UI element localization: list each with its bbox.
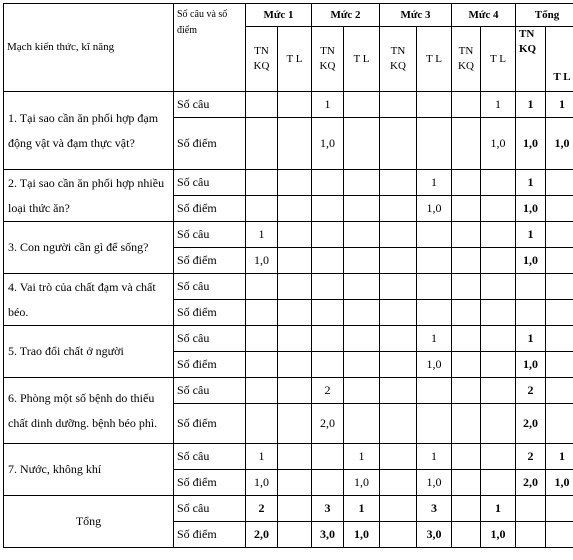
topic-5-score-cell	[481, 352, 516, 378]
total-count-cell	[380, 496, 417, 522]
topic-2-count-cell	[246, 170, 278, 196]
tn-label: TN	[315, 44, 340, 59]
total-score-cell: 1,0	[344, 522, 380, 548]
tn-kq-header	[246, 27, 278, 92]
count-label: Số câu	[174, 378, 246, 404]
total-count-cell: 3	[417, 496, 452, 522]
topic-2-score-cell	[481, 196, 516, 222]
topic-6-count-cell	[344, 378, 380, 404]
topic-1-count-cell: 1	[312, 92, 344, 118]
topic-1-count-cell: 1	[546, 92, 573, 118]
topic-1-score-cell: 1,0	[546, 118, 573, 170]
topic-6-score-cell	[380, 404, 417, 444]
topic-1-score-cell: 1,0	[481, 118, 516, 170]
topic-3-count-row	[4, 222, 573, 248]
topic-6-score-cell: 2,0	[312, 404, 344, 444]
topic-3-score-cell	[380, 248, 417, 274]
matrix-table	[3, 3, 573, 548]
topic-1-count-cell	[380, 92, 417, 118]
total-score-cell: 3,0	[312, 522, 344, 548]
topic-5-count-cell	[344, 326, 380, 352]
tn-kq-header	[380, 27, 417, 92]
topic-6-count-cell	[380, 378, 417, 404]
topic-7-score-cell	[452, 470, 481, 496]
topic-4-count-cell	[278, 274, 312, 300]
count-header: Số câu và số điểm	[174, 4, 246, 92]
total-count-cell: 1	[481, 496, 516, 522]
topic-5-score-cell	[278, 352, 312, 378]
kq-label: KQ	[455, 59, 477, 74]
topic-3-count-cell	[312, 222, 344, 248]
tl-header: T L	[344, 27, 380, 92]
topic-6-count-cell	[546, 378, 573, 404]
topic-1-title: 1. Tại sao cần ăn phối hợp đạm động vật và đạm thực vật?	[4, 92, 174, 170]
score-label: Số điểm	[174, 404, 246, 444]
level-3-header: Mức 3	[380, 4, 452, 27]
kq-label: KQ	[383, 59, 413, 74]
topic-5-count-cell	[312, 326, 344, 352]
total-count-cell	[452, 496, 481, 522]
topic-5-score-cell	[246, 352, 278, 378]
tn-label: TN	[249, 44, 274, 59]
matrix-body	[4, 4, 573, 548]
topic-5-title: 5. Trao đổi chất ở người	[4, 326, 174, 378]
topic-6-score-cell: 2,0	[516, 404, 546, 444]
topic-3-score-cell	[452, 248, 481, 274]
topic-2-count-row	[4, 170, 573, 196]
topic-5-count-row	[4, 326, 573, 352]
topic-4-count-cell	[546, 274, 573, 300]
topic-6-score-cell	[546, 404, 573, 444]
topic-7-count-row	[4, 444, 573, 470]
topic-5-count-cell	[546, 326, 573, 352]
count-label: Số câu	[174, 274, 246, 300]
kq-label: KQ	[249, 59, 274, 74]
topic-2-score-cell	[278, 196, 312, 222]
topic-7-score-cell	[481, 470, 516, 496]
topic-1-score-cell	[246, 118, 278, 170]
topic-6-count-cell	[452, 378, 481, 404]
topic-3-count-cell: 1	[246, 222, 278, 248]
total-score-cell: 1,0	[481, 522, 516, 548]
topic-5-score-cell	[452, 352, 481, 378]
kq-label: KQ	[315, 59, 340, 74]
topic-4-score-cell	[481, 300, 516, 326]
level-1-header: Mức 1	[246, 4, 312, 27]
score-label: Số điểm	[174, 300, 246, 326]
topic-7-count-cell: 1	[344, 444, 380, 470]
topic-2-score-cell	[344, 196, 380, 222]
topic-1-score-cell	[452, 118, 481, 170]
topic-4-count-cell	[246, 274, 278, 300]
topic-7-count-cell	[452, 444, 481, 470]
topic-5-count-cell	[278, 326, 312, 352]
score-label: Số điểm	[174, 248, 246, 274]
topic-2-score-cell	[246, 196, 278, 222]
topic-2-score-cell	[312, 196, 344, 222]
topic-7-count-cell	[481, 444, 516, 470]
topic-1-score-cell	[344, 118, 380, 170]
topic-2-count-cell	[312, 170, 344, 196]
topic-4-count-cell	[452, 274, 481, 300]
tn-label: TN	[383, 44, 413, 59]
topic-4-score-cell	[344, 300, 380, 326]
topic-6-score-cell	[278, 404, 312, 444]
total-count-cell: 1	[344, 496, 380, 522]
topic-3-count-cell	[417, 222, 452, 248]
topic-2-score-cell	[452, 196, 481, 222]
topic-3-score-cell	[546, 248, 573, 274]
topic-3-title: 3. Con người cần gì để sống?	[4, 222, 174, 274]
count-label: Số câu	[174, 444, 246, 470]
header-row-levels	[4, 4, 573, 27]
topic-2-count-cell	[344, 170, 380, 196]
topic-3-count-cell	[546, 222, 573, 248]
topic-5-score-cell: 1,0	[516, 352, 546, 378]
topic-5-count-cell: 1	[516, 326, 546, 352]
topic-1-score-cell: 1,0	[516, 118, 546, 170]
tl-header: T L	[417, 27, 452, 92]
tn-kq-header	[452, 27, 481, 92]
topic-5-count-cell	[380, 326, 417, 352]
total-score-cell	[380, 522, 417, 548]
topic-6-count-cell: 2	[312, 378, 344, 404]
topic-6-count-cell	[278, 378, 312, 404]
topic-7-count-cell	[278, 444, 312, 470]
tl-header: T L	[546, 27, 573, 92]
tn-kq-header	[516, 27, 546, 92]
tl-header: T L	[481, 27, 516, 92]
topic-6-count-cell: 2	[516, 378, 546, 404]
topic-4-score-cell	[452, 300, 481, 326]
topic-3-count-cell	[481, 222, 516, 248]
tn-label: TN	[519, 27, 542, 42]
topic-3-count-cell	[452, 222, 481, 248]
topic-1-count-cell	[246, 92, 278, 118]
topic-7-count-cell	[312, 444, 344, 470]
topic-3-score-cell	[344, 248, 380, 274]
topic-1-count-cell	[417, 92, 452, 118]
total-count-cell: 3	[312, 496, 344, 522]
topic-7-score-cell: 1,0	[246, 470, 278, 496]
topic-5-count-cell	[481, 326, 516, 352]
score-label: Số điểm	[174, 522, 246, 548]
topic-7-score-cell: 2,0	[516, 470, 546, 496]
topic-3-score-cell	[278, 248, 312, 274]
topic-1-score-cell	[278, 118, 312, 170]
topic-6-count-cell	[481, 378, 516, 404]
topic-7-score-cell	[312, 470, 344, 496]
count-label: Số câu	[174, 222, 246, 248]
topic-1-score-cell: 1,0	[312, 118, 344, 170]
topic-7-count-cell: 1	[546, 444, 573, 470]
topic-7-score-cell: 1,0	[344, 470, 380, 496]
topic-5-score-cell	[344, 352, 380, 378]
topic-4-score-cell	[312, 300, 344, 326]
total-count-row	[4, 496, 573, 522]
topic-7-score-cell	[278, 470, 312, 496]
topic-7-count-cell: 1	[246, 444, 278, 470]
topic-6-title: 6. Phòng một số bệnh do thiếu chất dinh dưỡng. bệnh béo phì.	[4, 378, 174, 444]
topic-7-count-cell: 1	[417, 444, 452, 470]
topic-1-count-cell: 1	[481, 92, 516, 118]
count-label: Số câu	[174, 92, 246, 118]
total-score-cell	[516, 522, 546, 548]
topic-6-score-cell	[246, 404, 278, 444]
score-label: Số điểm	[174, 470, 246, 496]
topic-4-count-cell	[481, 274, 516, 300]
topic-4-count-row	[4, 274, 573, 300]
topic-2-count-cell	[546, 170, 573, 196]
topic-3-count-cell	[344, 222, 380, 248]
kq-label: KQ	[519, 42, 542, 57]
topic-5-score-cell	[546, 352, 573, 378]
topic-6-score-cell	[344, 404, 380, 444]
total-count-cell	[546, 496, 573, 522]
topic-6-score-cell	[481, 404, 516, 444]
topic-3-score-cell	[481, 248, 516, 274]
topic-5-count-cell	[246, 326, 278, 352]
tn-kq-header	[312, 27, 344, 92]
topic-3-score-cell: 1,0	[246, 248, 278, 274]
total-count-cell	[278, 496, 312, 522]
topic-5-score-cell	[312, 352, 344, 378]
score-label: Số điểm	[174, 352, 246, 378]
topic-2-score-cell	[546, 196, 573, 222]
topic-2-score-cell: 1,0	[417, 196, 452, 222]
count-label: Số câu	[174, 326, 246, 352]
topic-3-score-cell	[312, 248, 344, 274]
topic-7-count-cell: 2	[516, 444, 546, 470]
topic-2-score-cell	[380, 196, 417, 222]
count-label: Số câu	[174, 170, 246, 196]
total-score-cell: 2,0	[246, 522, 278, 548]
topic-7-score-cell	[380, 470, 417, 496]
topic-4-score-cell	[417, 300, 452, 326]
tl-header: T L	[278, 27, 312, 92]
topic-2-count-cell	[481, 170, 516, 196]
total-score-cell	[278, 522, 312, 548]
topic-7-score-cell: 1,0	[417, 470, 452, 496]
topic-4-score-cell	[380, 300, 417, 326]
topic-6-score-cell	[417, 404, 452, 444]
topic-1-count-cell: 1	[516, 92, 546, 118]
topic-2-count-cell	[278, 170, 312, 196]
topic-7-score-cell: 1,0	[546, 470, 573, 496]
topic-5-score-cell: 1,0	[417, 352, 452, 378]
topic-2-count-cell: 1	[417, 170, 452, 196]
topic-3-count-cell	[380, 222, 417, 248]
topic-6-count-row	[4, 378, 573, 404]
total-header: Tổng	[516, 4, 573, 27]
topic-4-count-cell	[312, 274, 344, 300]
total-score-cell	[546, 522, 573, 548]
topic-4-score-cell	[278, 300, 312, 326]
topic-1-score-cell	[417, 118, 452, 170]
topic-3-score-cell	[417, 248, 452, 274]
score-label: Số điểm	[174, 196, 246, 222]
topic-3-score-cell: 1,0	[516, 248, 546, 274]
level-2-header: Mức 2	[312, 4, 380, 27]
topic-3-count-cell	[278, 222, 312, 248]
topic-4-score-cell	[246, 300, 278, 326]
topic-6-count-cell	[417, 378, 452, 404]
topic-4-score-cell	[516, 300, 546, 326]
topic-1-count-cell	[452, 92, 481, 118]
topic-7-title: 7. Nước, không khí	[4, 444, 174, 496]
topic-4-score-cell	[546, 300, 573, 326]
topic-4-count-cell	[417, 274, 452, 300]
topic-2-count-cell	[380, 170, 417, 196]
topic-3-count-cell: 1	[516, 222, 546, 248]
topic-2-count-cell	[452, 170, 481, 196]
topic-2-count-cell: 1	[516, 170, 546, 196]
topic-2-title: 2. Tại sao cần ăn phối hợp nhiều loại thức ăn?	[4, 170, 174, 222]
topic-2-score-cell: 1,0	[516, 196, 546, 222]
topic-5-score-cell	[380, 352, 417, 378]
topic-4-count-cell	[516, 274, 546, 300]
topic-5-count-cell: 1	[417, 326, 452, 352]
topic-1-score-cell	[380, 118, 417, 170]
topic-7-count-cell	[380, 444, 417, 470]
count-label: Số câu	[174, 496, 246, 522]
total-title: Tổng	[4, 496, 174, 548]
topic-6-count-cell	[246, 378, 278, 404]
topic-1-count-cell	[344, 92, 380, 118]
total-score-cell: 3,0	[417, 522, 452, 548]
level-4-header: Mức 4	[452, 4, 516, 27]
topic-header: Mạch kiến thức, kĩ năng	[4, 4, 174, 92]
topic-5-count-cell	[452, 326, 481, 352]
total-count-cell	[516, 496, 546, 522]
topic-4-title: 4. Vai trò của chất đạm và chất béo.	[4, 274, 174, 326]
topic-4-count-cell	[380, 274, 417, 300]
total-count-cell: 2	[246, 496, 278, 522]
score-label: Số điểm	[174, 118, 246, 170]
topic-6-score-cell	[452, 404, 481, 444]
topic-1-count-row	[4, 92, 573, 118]
tn-label: TN	[455, 44, 477, 59]
topic-4-count-cell	[344, 274, 380, 300]
topic-1-count-cell	[278, 92, 312, 118]
total-score-cell	[452, 522, 481, 548]
